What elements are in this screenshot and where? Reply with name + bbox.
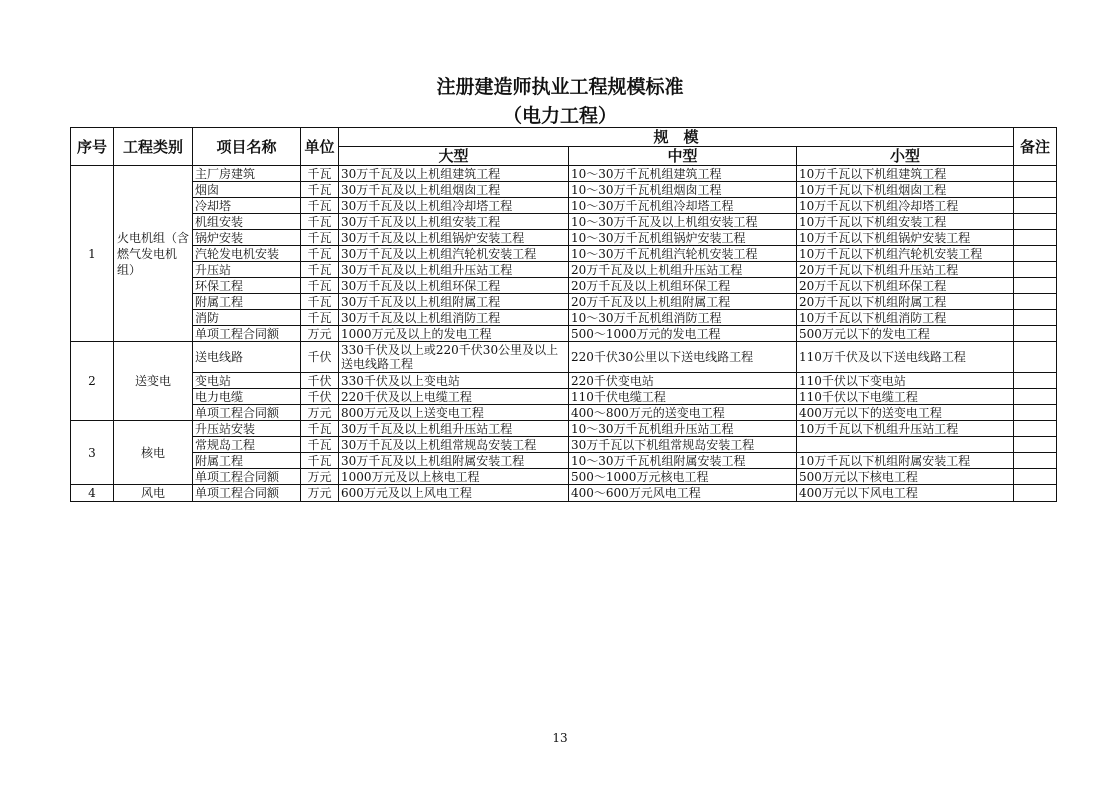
large-scale-cell: 30万千瓦及以上机组锅炉安装工程 (339, 230, 569, 246)
table-row (71, 405, 1057, 421)
medium-scale-cell: 400～600万元风电工程 (569, 485, 797, 502)
remark-cell (1014, 166, 1057, 182)
remark-cell (1014, 214, 1057, 230)
project-name-cell: 环保工程 (193, 278, 301, 294)
header-scale: 规 模 (339, 128, 1014, 147)
remark-cell (1014, 262, 1057, 278)
small-scale-cell: 10万千瓦以下机组汽轮机安装工程 (797, 246, 1014, 262)
medium-scale-cell: 220千伏30公里以下送电线路工程 (569, 342, 797, 373)
unit-cell: 千瓦 (301, 214, 339, 230)
remark-cell (1014, 230, 1057, 246)
remark-cell (1014, 453, 1057, 469)
unit-cell: 千伏 (301, 342, 339, 373)
project-name-cell: 单项工程合同额 (193, 405, 301, 421)
table-row (71, 262, 1057, 278)
unit-cell: 千瓦 (301, 294, 339, 310)
large-scale-cell: 800万元及以上送变电工程 (339, 405, 569, 421)
large-scale-cell: 30万千瓦及以上机组烟囱工程 (339, 182, 569, 198)
unit-cell: 千伏 (301, 389, 339, 405)
small-scale-cell: 400万元以下风电工程 (797, 485, 1014, 502)
table-row (71, 278, 1057, 294)
project-name-cell: 冷却塔 (193, 198, 301, 214)
header-remark: 备注 (1014, 128, 1057, 166)
medium-scale-cell: 10～30万千瓦机组消防工程 (569, 310, 797, 326)
group-category: 风电 (114, 485, 193, 502)
unit-cell: 千瓦 (301, 246, 339, 262)
small-scale-cell: 400万元以下的送变电工程 (797, 405, 1014, 421)
small-scale-cell (797, 437, 1014, 453)
large-scale-cell: 30万千瓦及以上机组附属工程 (339, 294, 569, 310)
small-scale-cell: 20万千瓦以下机组附属工程 (797, 294, 1014, 310)
small-scale-cell: 110千伏以下电缆工程 (797, 389, 1014, 405)
large-scale-cell: 600万元及以上风电工程 (339, 485, 569, 502)
project-name-cell: 消防 (193, 310, 301, 326)
project-name-cell: 常规岛工程 (193, 437, 301, 453)
small-scale-cell: 20万千瓦以下机组升压站工程 (797, 262, 1014, 278)
remark-cell (1014, 421, 1057, 437)
table-row (71, 373, 1057, 389)
table-body (71, 166, 1057, 502)
large-scale-cell: 30万千瓦及以上机组汽轮机安装工程 (339, 246, 569, 262)
project-name-cell: 电力电缆 (193, 389, 301, 405)
project-name-cell: 烟囱 (193, 182, 301, 198)
header-project: 项目名称 (193, 128, 301, 166)
project-name-cell: 送电线路 (193, 342, 301, 373)
medium-scale-cell: 500～1000万元的发电工程 (569, 326, 797, 342)
small-scale-cell: 10万千瓦以下机组冷却塔工程 (797, 198, 1014, 214)
group-seq: 1 (71, 166, 114, 342)
table-row (71, 469, 1057, 485)
group-seq: 2 (71, 342, 114, 421)
unit-cell: 万元 (301, 469, 339, 485)
remark-cell (1014, 198, 1057, 214)
project-name-cell: 升压站 (193, 262, 301, 278)
large-scale-cell: 220千伏及以上电缆工程 (339, 389, 569, 405)
project-name-cell: 升压站安装 (193, 421, 301, 437)
remark-cell (1014, 373, 1057, 389)
remark-cell (1014, 326, 1057, 342)
unit-cell: 千瓦 (301, 278, 339, 294)
remark-cell (1014, 294, 1057, 310)
small-scale-cell: 110千伏以下变电站 (797, 373, 1014, 389)
remark-cell (1014, 485, 1057, 502)
unit-cell: 千瓦 (301, 453, 339, 469)
table-row (71, 310, 1057, 326)
table-row (71, 214, 1057, 230)
large-scale-cell: 30万千瓦及以上机组安装工程 (339, 214, 569, 230)
small-scale-cell: 500万元以下的发电工程 (797, 326, 1014, 342)
table-row (71, 437, 1057, 453)
table-row (71, 246, 1057, 262)
small-scale-cell: 10万千瓦以下机组建筑工程 (797, 166, 1014, 182)
medium-scale-cell: 20万千瓦及以上机组附属工程 (569, 294, 797, 310)
unit-cell: 千瓦 (301, 437, 339, 453)
header-large: 大型 (339, 147, 569, 166)
project-name-cell: 锅炉安装 (193, 230, 301, 246)
remark-cell (1014, 310, 1057, 326)
small-scale-cell: 10万千瓦以下机组烟囱工程 (797, 182, 1014, 198)
remark-cell (1014, 469, 1057, 485)
remark-cell (1014, 342, 1057, 373)
large-scale-cell: 30万千瓦及以上机组消防工程 (339, 310, 569, 326)
medium-scale-cell: 10～30万千瓦机组冷却塔工程 (569, 198, 797, 214)
unit-cell: 千瓦 (301, 262, 339, 278)
document-subtitle: （电力工程） (502, 105, 617, 127)
medium-scale-cell: 220千伏变电站 (569, 373, 797, 389)
unit-cell: 千瓦 (301, 198, 339, 214)
medium-scale-cell: 110千伏电缆工程 (569, 389, 797, 405)
table-row (71, 453, 1057, 469)
small-scale-cell: 110万千伏及以下送电线路工程 (797, 342, 1014, 373)
project-name-cell: 单项工程合同额 (193, 326, 301, 342)
project-name-cell: 变电站 (193, 373, 301, 389)
project-name-cell: 单项工程合同额 (193, 469, 301, 485)
header-category: 工程类别 (114, 128, 193, 166)
remark-cell (1014, 405, 1057, 421)
unit-cell: 万元 (301, 405, 339, 421)
table-row (71, 182, 1057, 198)
document-title: 注册建造师执业工程规模标准 (436, 76, 684, 98)
large-scale-cell: 30万千瓦及以上机组常规岛安装工程 (339, 437, 569, 453)
large-scale-cell: 330千伏及以上变电站 (339, 373, 569, 389)
small-scale-cell: 20万千瓦以下机组环保工程 (797, 278, 1014, 294)
project-name-cell: 附属工程 (193, 453, 301, 469)
large-scale-cell: 30万千瓦及以上机组冷却塔工程 (339, 198, 569, 214)
table-row (71, 230, 1057, 246)
group-category: 火电机组（含燃气发电机组） (114, 166, 193, 342)
unit-cell: 万元 (301, 326, 339, 342)
medium-scale-cell: 20万千瓦及以上机组升压站工程 (569, 262, 797, 278)
project-name-cell: 机组安装 (193, 214, 301, 230)
large-scale-cell: 30万千瓦及以上机组升压站工程 (339, 262, 569, 278)
table-row (71, 485, 1057, 502)
medium-scale-cell: 20万千瓦及以上机组环保工程 (569, 278, 797, 294)
project-name-cell: 附属工程 (193, 294, 301, 310)
small-scale-cell: 10万千瓦以下机组安装工程 (797, 214, 1014, 230)
table-row (71, 198, 1057, 214)
medium-scale-cell: 10～30万千瓦机组升压站工程 (569, 421, 797, 437)
header-unit: 单位 (301, 128, 339, 166)
unit-cell: 千瓦 (301, 310, 339, 326)
unit-cell: 千瓦 (301, 230, 339, 246)
medium-scale-cell: 400～800万元的送变电工程 (569, 405, 797, 421)
table-row (71, 294, 1057, 310)
large-scale-cell: 30万千瓦及以上机组环保工程 (339, 278, 569, 294)
remark-cell (1014, 389, 1057, 405)
remark-cell (1014, 182, 1057, 198)
table-row (71, 421, 1057, 437)
table-row (71, 166, 1057, 182)
medium-scale-cell: 30万千瓦以下机组常规岛安装工程 (569, 437, 797, 453)
large-scale-cell: 1000万元及以上的发电工程 (339, 326, 569, 342)
medium-scale-cell: 10～30万千瓦机组汽轮机安装工程 (569, 246, 797, 262)
unit-cell: 千瓦 (301, 182, 339, 198)
medium-scale-cell: 10～30万千瓦机组烟囱工程 (569, 182, 797, 198)
group-seq: 3 (71, 421, 114, 485)
page-number: 13 (552, 731, 568, 745)
medium-scale-cell: 10～30万千瓦及以上机组安装工程 (569, 214, 797, 230)
large-scale-cell: 30万千瓦及以上机组附属安装工程 (339, 453, 569, 469)
header-medium: 中型 (569, 147, 797, 166)
project-name-cell: 主厂房建筑 (193, 166, 301, 182)
group-category: 送变电 (114, 342, 193, 421)
unit-cell: 千瓦 (301, 166, 339, 182)
table-row (71, 389, 1057, 405)
group-category: 核电 (114, 421, 193, 485)
project-name-cell: 单项工程合同额 (193, 485, 301, 502)
small-scale-cell: 500万元以下核电工程 (797, 469, 1014, 485)
large-scale-cell: 30万千瓦及以上机组建筑工程 (339, 166, 569, 182)
table-row (71, 342, 1057, 373)
unit-cell: 万元 (301, 485, 339, 502)
header-seq: 序号 (71, 128, 114, 166)
small-scale-cell: 10万千瓦以下机组消防工程 (797, 310, 1014, 326)
scale-standard-table (70, 127, 1057, 502)
medium-scale-cell: 10～30万千瓦机组建筑工程 (569, 166, 797, 182)
large-scale-cell: 330千伏及以上或220千伏30公里及以上送电线路工程 (339, 342, 569, 373)
small-scale-cell: 10万千瓦以下机组升压站工程 (797, 421, 1014, 437)
table-row (71, 326, 1057, 342)
medium-scale-cell: 10～30万千瓦机组附属安装工程 (569, 453, 797, 469)
remark-cell (1014, 278, 1057, 294)
remark-cell (1014, 246, 1057, 262)
large-scale-cell: 1000万元及以上核电工程 (339, 469, 569, 485)
medium-scale-cell: 10～30万千瓦机组锅炉安装工程 (569, 230, 797, 246)
group-seq: 4 (71, 485, 114, 502)
medium-scale-cell: 500～1000万元核电工程 (569, 469, 797, 485)
large-scale-cell: 30万千瓦及以上机组升压站工程 (339, 421, 569, 437)
remark-cell (1014, 437, 1057, 453)
small-scale-cell: 10万千瓦以下机组锅炉安装工程 (797, 230, 1014, 246)
header-small: 小型 (797, 147, 1014, 166)
project-name-cell: 汽轮发电机安装 (193, 246, 301, 262)
small-scale-cell: 10万千瓦以下机组附属安装工程 (797, 453, 1014, 469)
unit-cell: 千伏 (301, 373, 339, 389)
unit-cell: 千瓦 (301, 421, 339, 437)
